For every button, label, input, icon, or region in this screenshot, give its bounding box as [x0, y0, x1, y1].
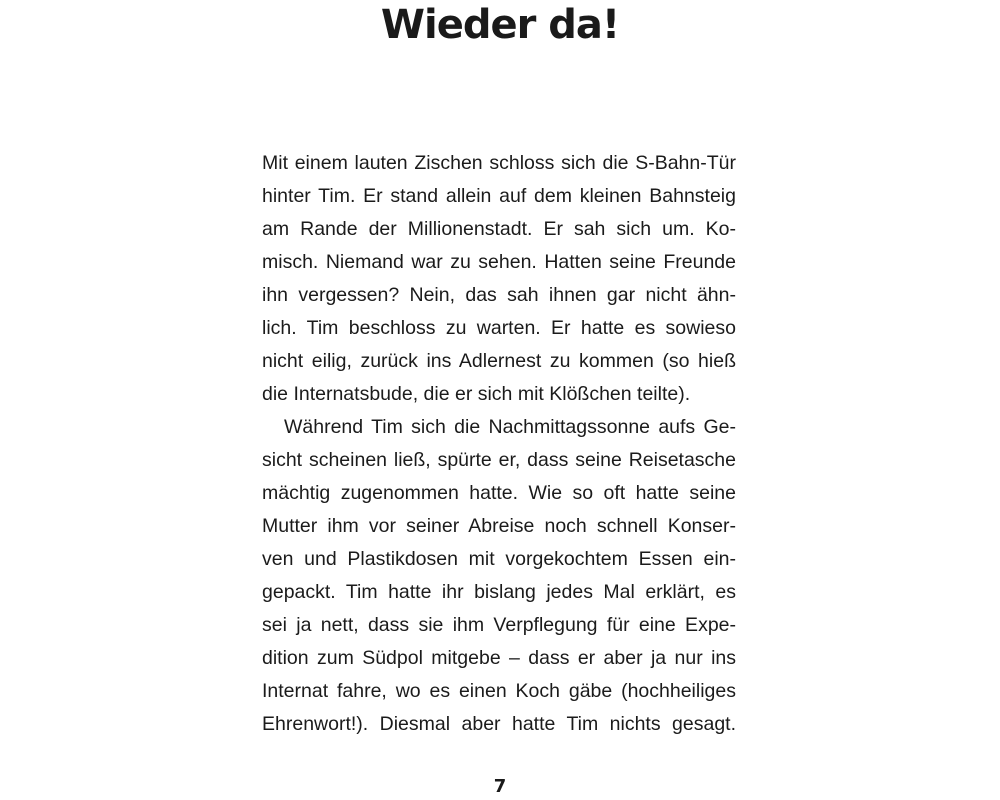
text-line: hinter Tim. Er stand allein auf dem kleinen Bahnsteig [262, 185, 736, 207]
text-line: am Rande der Millionenstadt. Er sah sich um. Ko- [262, 218, 736, 240]
text-line: Mit einem lauten Zischen schloss sich die S-Bahn-Tür [262, 152, 736, 174]
text-line: sicht scheinen ließ, spürte er, dass seine Reisetasche [262, 449, 736, 471]
text-line: sei ja nett, dass sie ihm Verpflegung für eine Expe- [262, 614, 736, 636]
chapter-title: Wieder da! [380, 2, 620, 48]
page-number: 7 [493, 776, 507, 797]
text-line: dition zum Südpol mitgebe – dass er aber ja nur ins [262, 647, 736, 669]
paragraph-1 [262, 147, 736, 411]
text-line: nicht eilig, zurück ins Adlernest zu kommen (so hieß [262, 350, 736, 372]
text-line: Während Tim sich die Nachmittagssonne aufs Ge- [284, 416, 736, 438]
text-line: ihn vergessen? Nein, das sah ihnen gar nicht ähn- [262, 284, 736, 306]
text-line: die Internatsbude, die er sich mit Klößchen teilte). [262, 383, 691, 405]
text-line: gepackt. Tim hatte ihr bislang jedes Mal erklärt, es [262, 581, 736, 603]
text-line: ven und Plastikdosen mit vorgekochtem Essen ein- [262, 548, 736, 570]
paragraph-2 [262, 411, 736, 741]
text-line: Internat fahre, wo es einen Koch gäbe (hochheiliges [262, 680, 736, 702]
text-line: misch. Niemand war zu sehen. Hatten seine Freunde [262, 251, 736, 273]
text-line: Ehrenwort!). Diesmal aber hatte Tim nichts gesagt. [262, 713, 736, 735]
text-line: Mutter ihm vor seiner Abreise noch schnell Konser- [262, 515, 736, 537]
text-line: lich. Tim beschloss zu warten. Er hatte es sowieso [262, 317, 736, 339]
text-line: mächtig zugenommen hatte. Wie so oft hatte seine [262, 482, 736, 504]
body-text [262, 147, 736, 741]
